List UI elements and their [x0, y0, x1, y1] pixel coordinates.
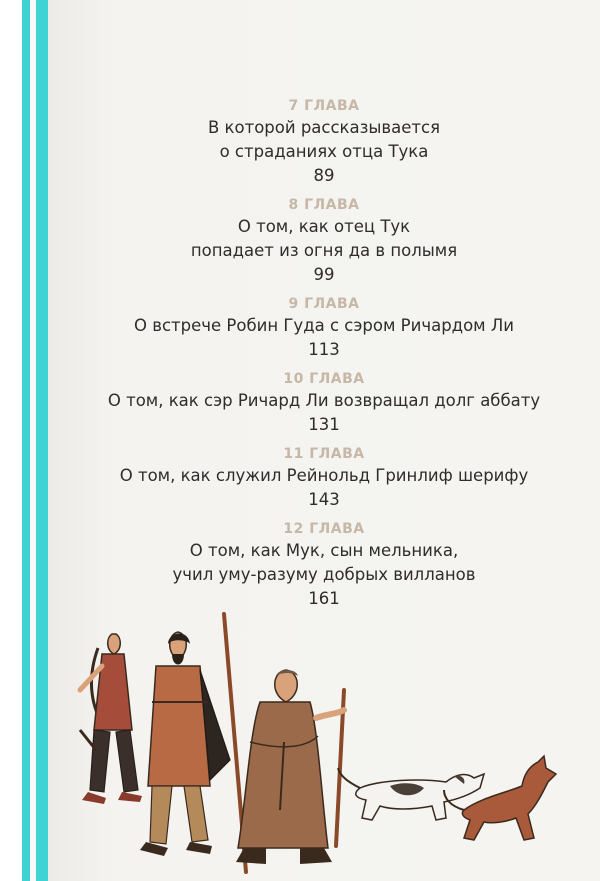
chapter-label: 8 ГЛАВА: [288, 197, 360, 213]
chapter-title-line: О том, как Мук, сын мельника,: [189, 541, 459, 560]
chapter-title-line: В которой рассказывается: [207, 118, 441, 137]
bearded-man-figure: [140, 632, 230, 856]
page-number: 89: [313, 166, 335, 185]
chapter-label: 12 ГЛАВА: [283, 521, 365, 537]
spine-highlight-stripe: [30, 0, 36, 881]
chapter-title-line: учил уму-разуму добрых вилланов: [172, 565, 476, 584]
chapter-label: 9 ГЛАВА: [288, 296, 360, 312]
chapter-label: 11 ГЛАВА: [283, 446, 365, 462]
chapter-label: 10 ГЛАВА: [283, 371, 365, 387]
chapter-title-line: О том, как служил Рейнольд Гринлиф шерифу: [119, 466, 529, 485]
toc-entry: [48, 444, 600, 512]
toc-entry: [48, 96, 600, 188]
toc-entry: [48, 369, 600, 437]
chapter-title-line: О встрече Робин Гуда с сэром Ричардом Ли: [133, 316, 514, 335]
page-number: 113: [308, 340, 340, 359]
chapter-title-line: о страданиях отца Тука: [219, 142, 429, 161]
medieval-figures-illustration: [60, 610, 600, 881]
toc-entry: [48, 195, 600, 287]
toc-entry: [48, 294, 600, 362]
chapter-label: 7 ГЛАВА: [288, 98, 360, 114]
table-of-contents: [48, 96, 600, 618]
page-number: 99: [313, 265, 335, 284]
page-number: 143: [308, 490, 340, 509]
toc-entry: [48, 519, 600, 611]
chapter-title-line: попадает из огня да в полымя: [190, 241, 458, 260]
monk-figure: [236, 670, 344, 864]
chapter-title-line: О том, как отец Тук: [237, 217, 411, 236]
page-number: 161: [308, 589, 340, 608]
archer-figure: [80, 634, 142, 804]
page-number: 131: [308, 415, 340, 434]
chapter-title-line: О том, как сэр Ричард Ли возвращал долг аббату: [107, 391, 541, 410]
